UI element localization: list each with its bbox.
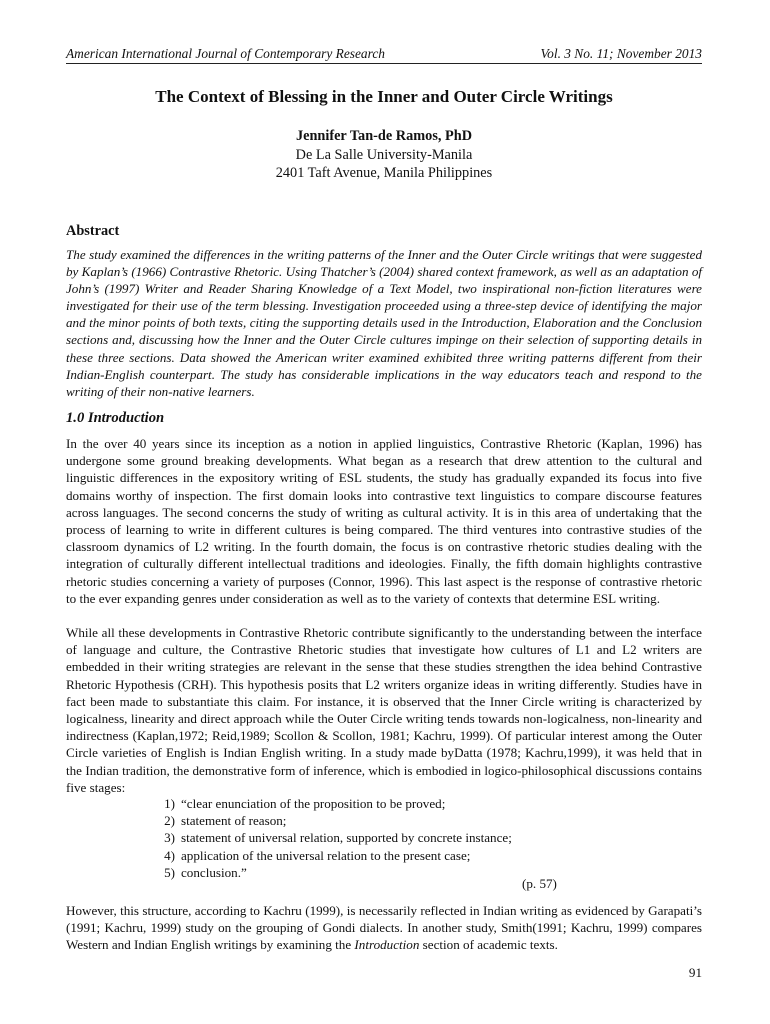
paragraph-text: section of academic texts. xyxy=(419,937,558,953)
list-item-text: statement of reason; xyxy=(181,813,287,829)
running-header xyxy=(66,46,702,64)
list-item-number: 3) xyxy=(164,830,175,846)
list-item-number: 5) xyxy=(164,864,175,880)
italic-term: Introduction xyxy=(354,937,420,953)
body-paragraph: While all these developments in Contrastive Rhetoric contribute significantly to the understanding between the interface of language and culture, the Contrastive Rhetoric studies that investigate how cultures of L1 and L2 writers are embedded in their writing strategies are relevant in the sense that these studies strengthen the idea behind Contrastive Rhetoric Hypothesis (CRH). This hypothesis posits that L2 writers organize ideas in writing differently. Studies have in fact been made to substantiate this claim. For instance, it is observed that the Inner Circle writing is characterized by logicalness, linearity and direct approach while the Outer Circle writing tends towards non-logicalness, non-linearity and indirectness (Kaplan,1972; Reid,1989; Scollon & Scollon, 1981; Kachru, 1999). Of particular interest among the Outer Circle varieties of English is Indian English writing. In a study made byDatta (1978; Kachru,1999), it was held that in the Indian tradition, the demonstrative form of inference, which is embodied in logico-philosophical discussions contains five stages: xyxy=(66,625,702,795)
list-item xyxy=(146,812,666,829)
author-block xyxy=(66,127,702,183)
list-item-text: conclusion.” xyxy=(181,864,247,880)
body-paragraph xyxy=(66,902,702,954)
list-item-number: 2) xyxy=(164,813,175,829)
list-item-number: 4) xyxy=(164,847,175,863)
paragraph-text: However, this structure, according to Kachru (1999), is necessarily reflected in Indian writing as evidenced by Garapati’s (1991; Kachru, 1999) study on the grouping of Gondi dialects. In another study, Smith(1991; Kachru, 1999) compares Western and Indian English writings by examining the xyxy=(66,903,702,953)
list-item-number: 1) xyxy=(164,796,175,811)
list-item-text: “clear enunciation of the proposition to be proved; xyxy=(181,796,446,811)
issue-info: Vol. 3 No. 11; November 2013 xyxy=(540,46,702,61)
section-heading-introduction: 1.0 Introduction xyxy=(66,410,165,426)
quote-citation: (p. 57) xyxy=(522,876,557,891)
journal-name: American International Journal of Contemporary Research xyxy=(66,46,385,61)
list-item xyxy=(146,829,666,846)
author-affiliation: De La Salle University-Manila xyxy=(295,146,473,163)
list-item xyxy=(146,847,666,864)
paper-title: The Context of Blessing in the Inner and Outer Circle Writings xyxy=(155,87,613,106)
abstract-heading: Abstract xyxy=(66,223,120,239)
stages-list xyxy=(146,795,666,881)
list-item-text: application of the universal relation to the present case; xyxy=(181,847,471,863)
author-name: Jennifer Tan-de Ramos, PhD xyxy=(295,128,473,144)
list-item xyxy=(146,795,666,812)
list-item-text: statement of universal relation, supported by concrete instance; xyxy=(181,830,512,846)
abstract-text: The study examined the differences in the writing patterns of the Inner and the Outer Circle writings that were suggested by Kaplan’s (1966) Contrastive Rhetoric. Using Thatcher’s (2004) shared context framework, as well as an adaptation of John’s (1997) Writer and Reader Sharing Knowledge of a Text Model, two inspirational non-fiction literatures were investigated for their use of the term blessing. Investigation proceeded using a three-step device of identifying the major and the minor points of both texts, citing the supporting details used in the Introduction, Elaboration and the Conclusion sections and, discussing how the Inner and the Outer Circle cultures impinge on their selection of supporting details in these three sections. Data showed the American writer examined exhibited three writing patterns different from their Indian-English counterpart. The study has considerable implications in the way educators teach and respond to the writing of their non-native learners. xyxy=(66,247,702,399)
page-number: 91 xyxy=(688,965,702,980)
author-address: 2401 Taft Avenue, Manila Philippines xyxy=(275,165,493,181)
list-item xyxy=(146,864,666,881)
body-paragraph: In the over 40 years since its inception as a notion in applied linguistics, Contrastive Rhetoric (Kaplan, 1996) has undergone some ground breaking developments. What began as a research that drew attention to the cultural and linguistic differences in the expository writing of ESL students, the study has gradually expanded its focus into five domains worthy of inspection. The first domain looks into contrastive text linguistics to compare discourse features across languages. The second concerns the study of writing as cultural activity. It is in this area of undertaking that the process of learning to write in different cultures is being compared. The third ventures into contrastive studies of the classroom dynamics of L2 writing. In the fourth domain, the focus is on contrastive rhetoric studies dealing with the integration of culturally different intellectual traditions and ideologies. Finally, the fifth domain highlights contrastive rhetoric studies concerning a variety of purposes (Connor, 1996). This last aspect is the response of contrastive rhetoric to the ever expanding genres under consideration as well as to the variety of contexts that determine ESL writing. xyxy=(66,436,702,606)
